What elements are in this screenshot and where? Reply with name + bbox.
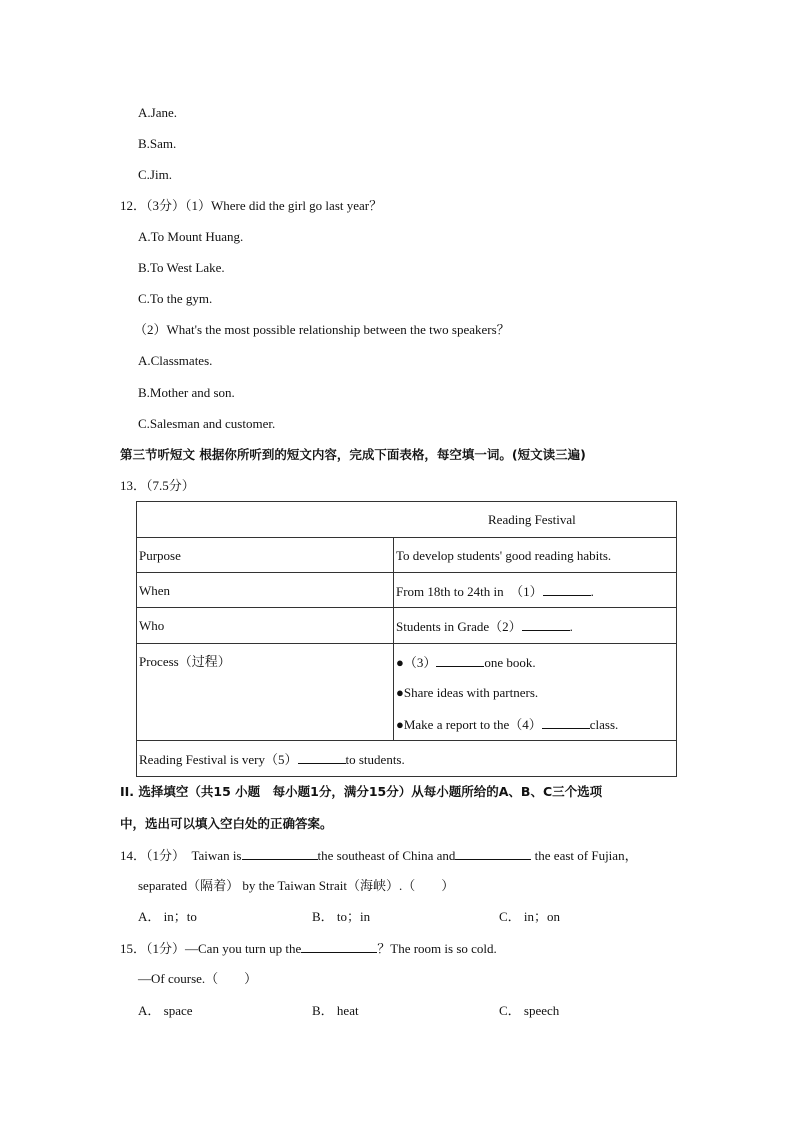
- table-row: [137, 573, 677, 608]
- q12-1-option-c: C.To the gym.: [138, 291, 213, 306]
- row-value-who: [394, 608, 677, 644]
- q14-blank-1[interactable]: [242, 847, 318, 860]
- process-item-1: [396, 645, 674, 676]
- q11-option-b: B.Sam.: [138, 136, 177, 151]
- table-row: [137, 644, 677, 741]
- part2-heading-line1: II. 选择填空（共15 小题 每小题1分，满分15分）从每小题所给的A、B、C三个选项: [120, 784, 603, 799]
- process-item-1-prefix: ●（3）: [396, 655, 437, 670]
- q14-line1: [120, 847, 638, 864]
- part2-heading-line2: 中，选出可以填入空白处的正确答案。: [120, 816, 333, 831]
- q15-option-a: A． space: [138, 1003, 193, 1018]
- blank-3[interactable]: [436, 654, 484, 667]
- q15-suffix: ？The room is so cold.: [377, 941, 497, 956]
- q14-prefix: 14．（1分） Taiwan is: [120, 848, 242, 863]
- q15-option-b: B． heat: [312, 1003, 359, 1018]
- q11-option-a: A.Jane.: [138, 105, 177, 120]
- q14-line2: separated（隔着） by the Taiwan Strait（海峡）.（ ）: [138, 878, 455, 893]
- row-value-purpose: To develop students' good reading habits.: [394, 538, 677, 573]
- q15-option-c: C． speech: [499, 1003, 560, 1018]
- blank-1[interactable]: [543, 583, 591, 596]
- q12-2-option-a: A.Classmates.: [138, 353, 213, 368]
- footer-prefix: Reading Festival is very（5）: [139, 752, 298, 767]
- q12-2-option-c: C.Salesman and customer.: [138, 416, 276, 431]
- when-prefix: From 18th to 24th in （1）: [396, 584, 543, 599]
- process-item-2: [396, 676, 674, 707]
- process-item-3-suffix: class.: [589, 717, 619, 732]
- who-prefix: Students in Grade（2）: [396, 619, 522, 634]
- table-title: Reading Festival: [488, 512, 576, 527]
- process-item-1-suffix: one book.: [484, 655, 536, 670]
- row-value-process: [394, 644, 677, 741]
- q14-option-c: C． in；on: [499, 909, 561, 924]
- row-label-process: Process（过程）: [137, 644, 394, 741]
- row-value-when: [394, 573, 677, 608]
- row-label-when: When: [137, 573, 394, 608]
- q13-stem: 13．（7.5分）: [120, 478, 195, 493]
- q15-line2: —Of course.（ ）: [138, 971, 258, 986]
- q15-line1: [120, 940, 497, 957]
- q15-prefix: 15．（1分）—Can you turn up the: [120, 941, 302, 956]
- q12-2-option-b: B.Mother and son.: [138, 385, 235, 400]
- q12-1-option-b: B.To West Lake.: [138, 260, 225, 275]
- reading-festival-table: [136, 501, 677, 777]
- when-suffix: .: [590, 584, 594, 599]
- blank-2[interactable]: [522, 618, 570, 631]
- row-label-who: Who: [137, 608, 394, 644]
- table-row: [137, 538, 677, 573]
- process-item-3-prefix: ●Make a report to the（4）: [396, 717, 542, 732]
- footer-suffix: to students.: [345, 752, 405, 767]
- q12-stem: 12．（3分）（1）Where did the girl go last year？: [120, 198, 383, 213]
- q12-1-option-a: A.To Mount Huang.: [138, 229, 244, 244]
- section3-heading: 第三节听短文 根据你所听到的短文内容，完成下面表格，每空填一词。(短文读三遍): [120, 447, 586, 462]
- q12-sub2-stem: （2）What's the most possible relationship between the two speakers？: [134, 322, 510, 337]
- table-row: [137, 741, 677, 777]
- blank-4[interactable]: [542, 716, 590, 729]
- q15-blank[interactable]: [301, 940, 377, 953]
- q14-middle: the southeast of China and: [317, 848, 456, 863]
- process-item-3: [396, 707, 674, 738]
- blank-5[interactable]: [298, 751, 346, 764]
- row-label-purpose: Purpose: [137, 538, 394, 573]
- q14-option-a: A． in；to: [138, 909, 197, 924]
- q14-option-b: B． to；in: [312, 909, 371, 924]
- table-footer: [137, 741, 677, 777]
- q14-suffix: the east of Fujian，: [531, 848, 638, 863]
- who-suffix: .: [569, 619, 573, 634]
- table-title-cell: [137, 502, 677, 538]
- q14-blank-2[interactable]: [455, 847, 531, 860]
- table-row: [137, 608, 677, 644]
- q11-option-c: C.Jim.: [138, 167, 172, 182]
- process-item-2-text: ●Share ideas with partners.: [396, 685, 539, 700]
